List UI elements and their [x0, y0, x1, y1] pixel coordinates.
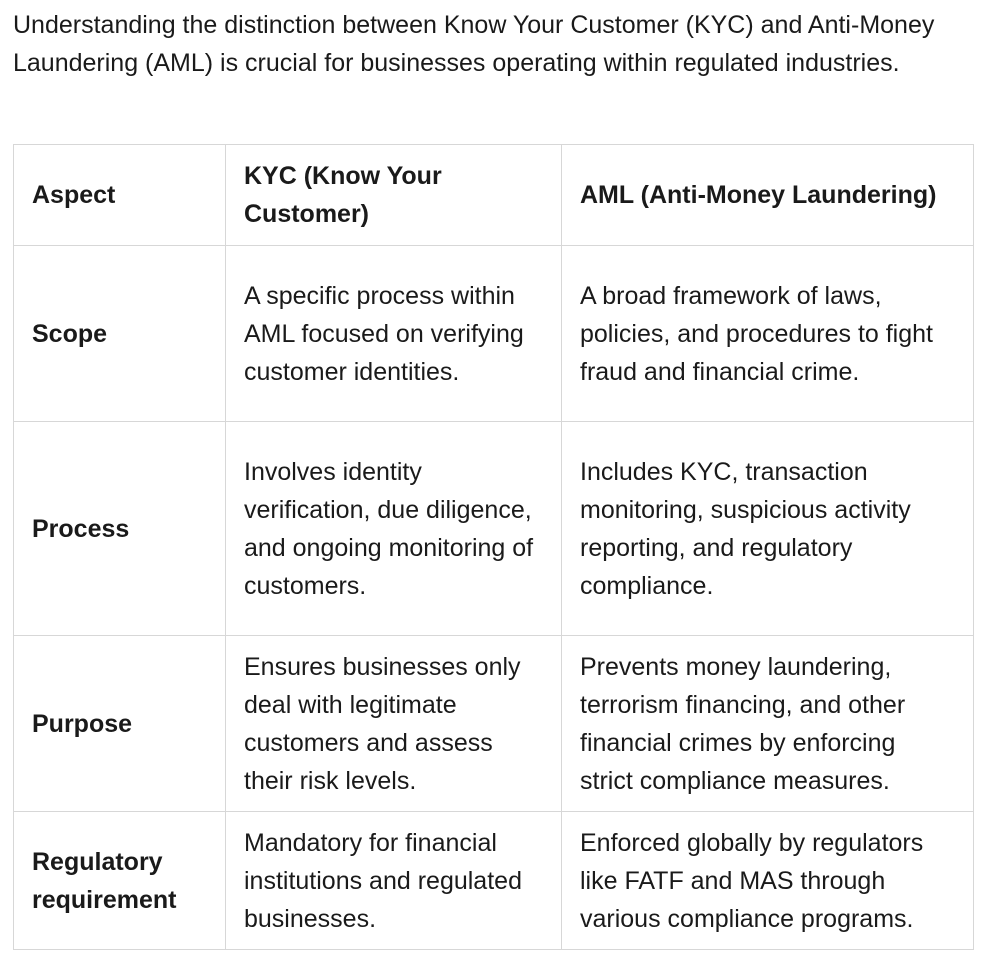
row-aspect-cell: Process: [14, 422, 226, 636]
row-aml-cell: Enforced globally by regulators like FATF and MAS through various compliance programs.: [562, 812, 974, 950]
row-kyc-cell: Ensures businesses only deal with legitimate customers and assess their risk levels.: [226, 636, 562, 812]
row-kyc-cell: Involves identity verification, due diligence, and ongoing monitoring of customers.: [226, 422, 562, 636]
table-row: [14, 636, 974, 812]
kyc-aml-comparison-table: [13, 144, 974, 950]
header-aspect: Aspect: [14, 145, 226, 246]
header-kyc: KYC (Know Your Customer): [226, 145, 562, 246]
table-row: [14, 422, 974, 636]
table-header-row: [14, 145, 974, 246]
row-aspect-cell: Regulatory requirement: [14, 812, 226, 950]
intro-paragraph: Understanding the distinction between Know Your Customer (KYC) and Anti-Money Laundering (AML) is crucial for businesses operating within regulated industries.: [13, 11, 935, 77]
header-aml: AML (Anti-Money Laundering): [562, 145, 974, 246]
row-aml-cell: A broad framework of laws, policies, and procedures to fight fraud and financial crime.: [562, 246, 974, 422]
row-kyc-cell: Mandatory for financial institutions and regulated businesses.: [226, 812, 562, 950]
table-row: [14, 246, 974, 422]
row-aspect-cell: Purpose: [14, 636, 226, 812]
row-aspect-cell: Scope: [14, 246, 226, 422]
table-row: [14, 812, 974, 950]
row-aml-cell: Prevents money laundering, terrorism financing, and other financial crimes by enforcing strict compliance measures.: [562, 636, 974, 812]
row-aml-cell: Includes KYC, transaction monitoring, suspicious activity reporting, and regulatory compliance.: [562, 422, 974, 636]
row-kyc-cell: A specific process within AML focused on verifying customer identities.: [226, 246, 562, 422]
